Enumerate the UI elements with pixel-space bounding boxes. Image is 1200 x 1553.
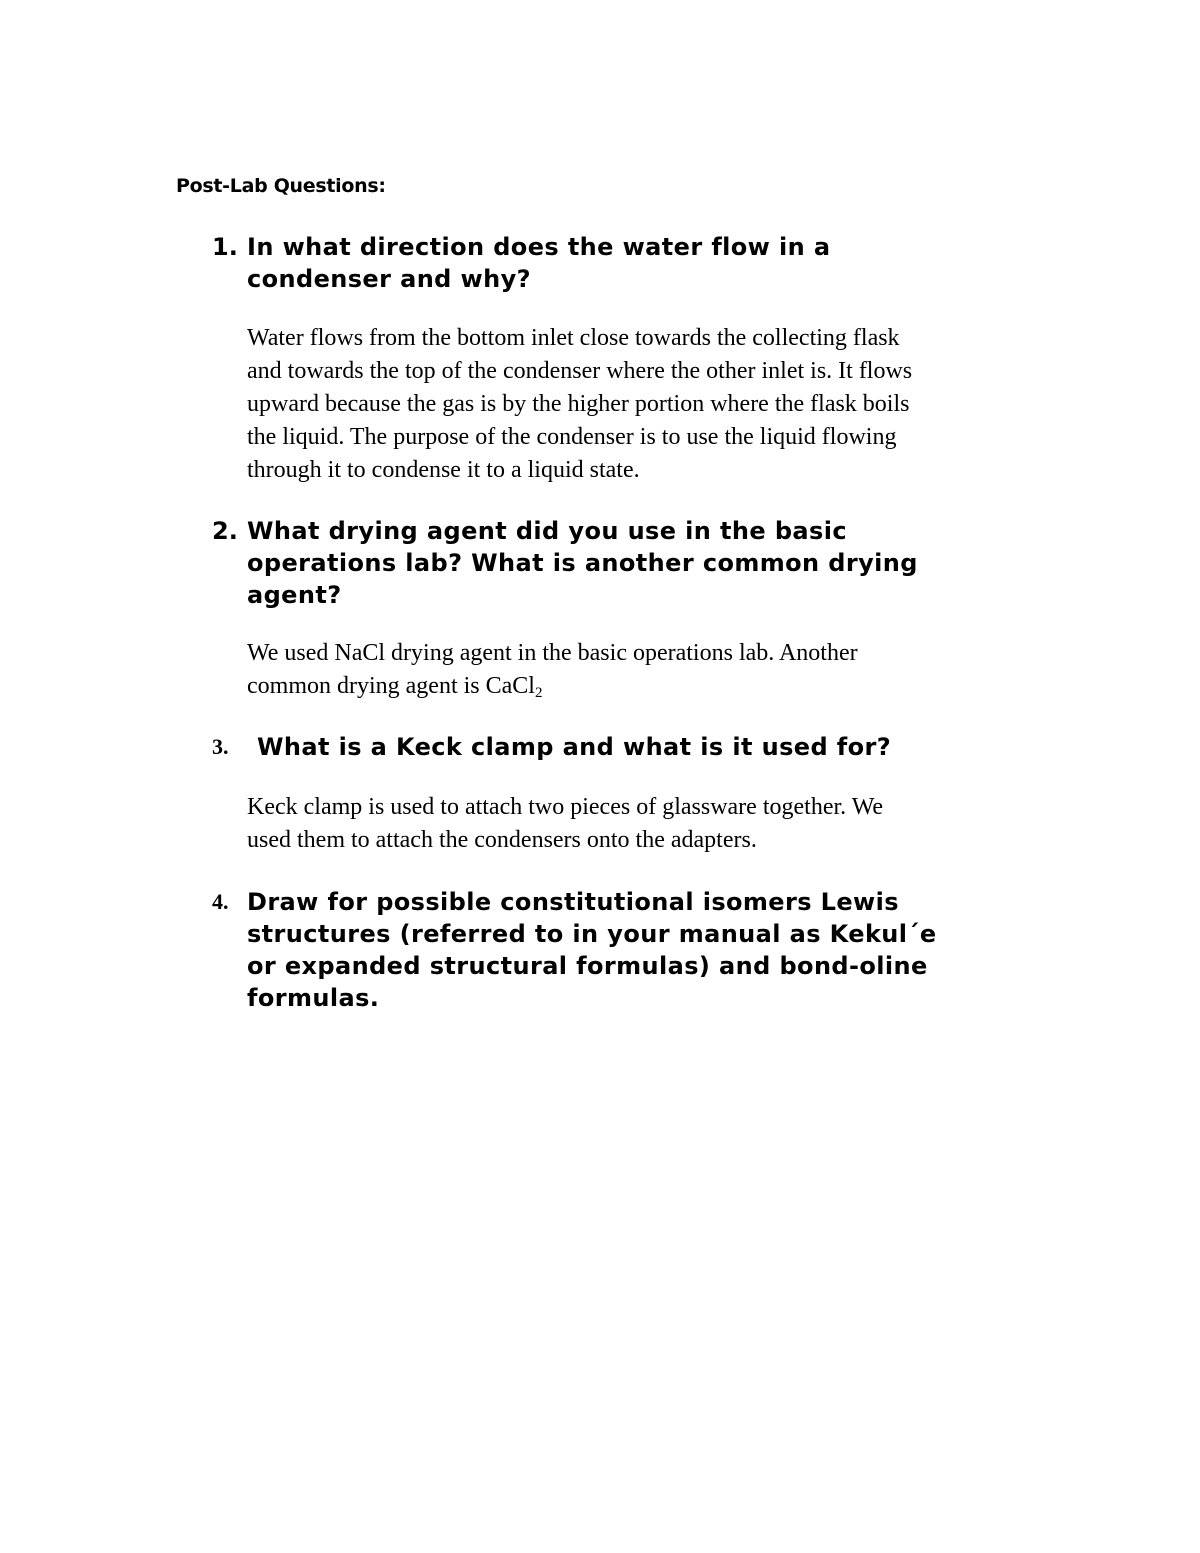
question-1-line: condenser and why? <box>247 265 531 293</box>
subscript-2: 2 <box>534 685 543 701</box>
question-2-line: agent? <box>247 581 342 609</box>
question-4-line: formulas. <box>247 984 380 1012</box>
question-4-line: or expanded structural formulas) and bond-oline <box>247 952 928 980</box>
answer-1-line: the liquid. The purpose of the condenser is to use the liquid flowing <box>247 424 897 450</box>
question-4-number: 4. <box>212 889 229 914</box>
question-1-text <box>247 231 1037 295</box>
question-3-text <box>257 731 1047 763</box>
answer-3-line: Keck clamp is used to attach two pieces of glassware together. We <box>247 794 884 820</box>
answer-2-line: We used NaCl drying agent in the basic operations lab. Another <box>247 640 858 666</box>
answer-1-line: through it to condense it to a liquid state. <box>247 457 640 483</box>
question-2-text <box>247 515 1037 611</box>
question-3-line: What is a Keck clamp and what is it used for? <box>257 733 892 761</box>
question-1-line: In what direction does the water flow in a <box>247 233 831 261</box>
question-2-line: operations lab? What is another common drying <box>247 549 918 577</box>
answer-2-last-text: common drying agent is CaCl <box>247 673 535 699</box>
answer-3-line: used them to attach the condensers onto the adapters. <box>247 827 757 853</box>
question-2-number: 2. <box>212 517 238 545</box>
question-4-text <box>247 886 1037 1014</box>
question-2-line: What drying agent did you use in the basic <box>247 517 847 545</box>
answer-1-line: Water flows from the bottom inlet close towards the collecting flask <box>247 325 900 351</box>
question-4-line: Draw for possible constitutional isomers Lewis <box>247 888 899 916</box>
page-title: Post-Lab Questions: <box>176 175 386 197</box>
question-1-number: 1. <box>212 233 238 261</box>
question-4-line: structures (referred to in your manual as Kekul´e <box>247 920 937 948</box>
answer-1-line: upward because the gas is by the higher portion where the flask boils <box>247 391 910 417</box>
question-3-number: 3. <box>212 734 229 759</box>
answer-3-text <box>247 791 1037 857</box>
answer-1-text <box>247 322 1037 487</box>
answer-2-text <box>247 637 1037 703</box>
answer-2-line <box>247 670 1037 703</box>
answer-1-line: and towards the top of the condenser where the other inlet is. It flows <box>247 358 913 384</box>
